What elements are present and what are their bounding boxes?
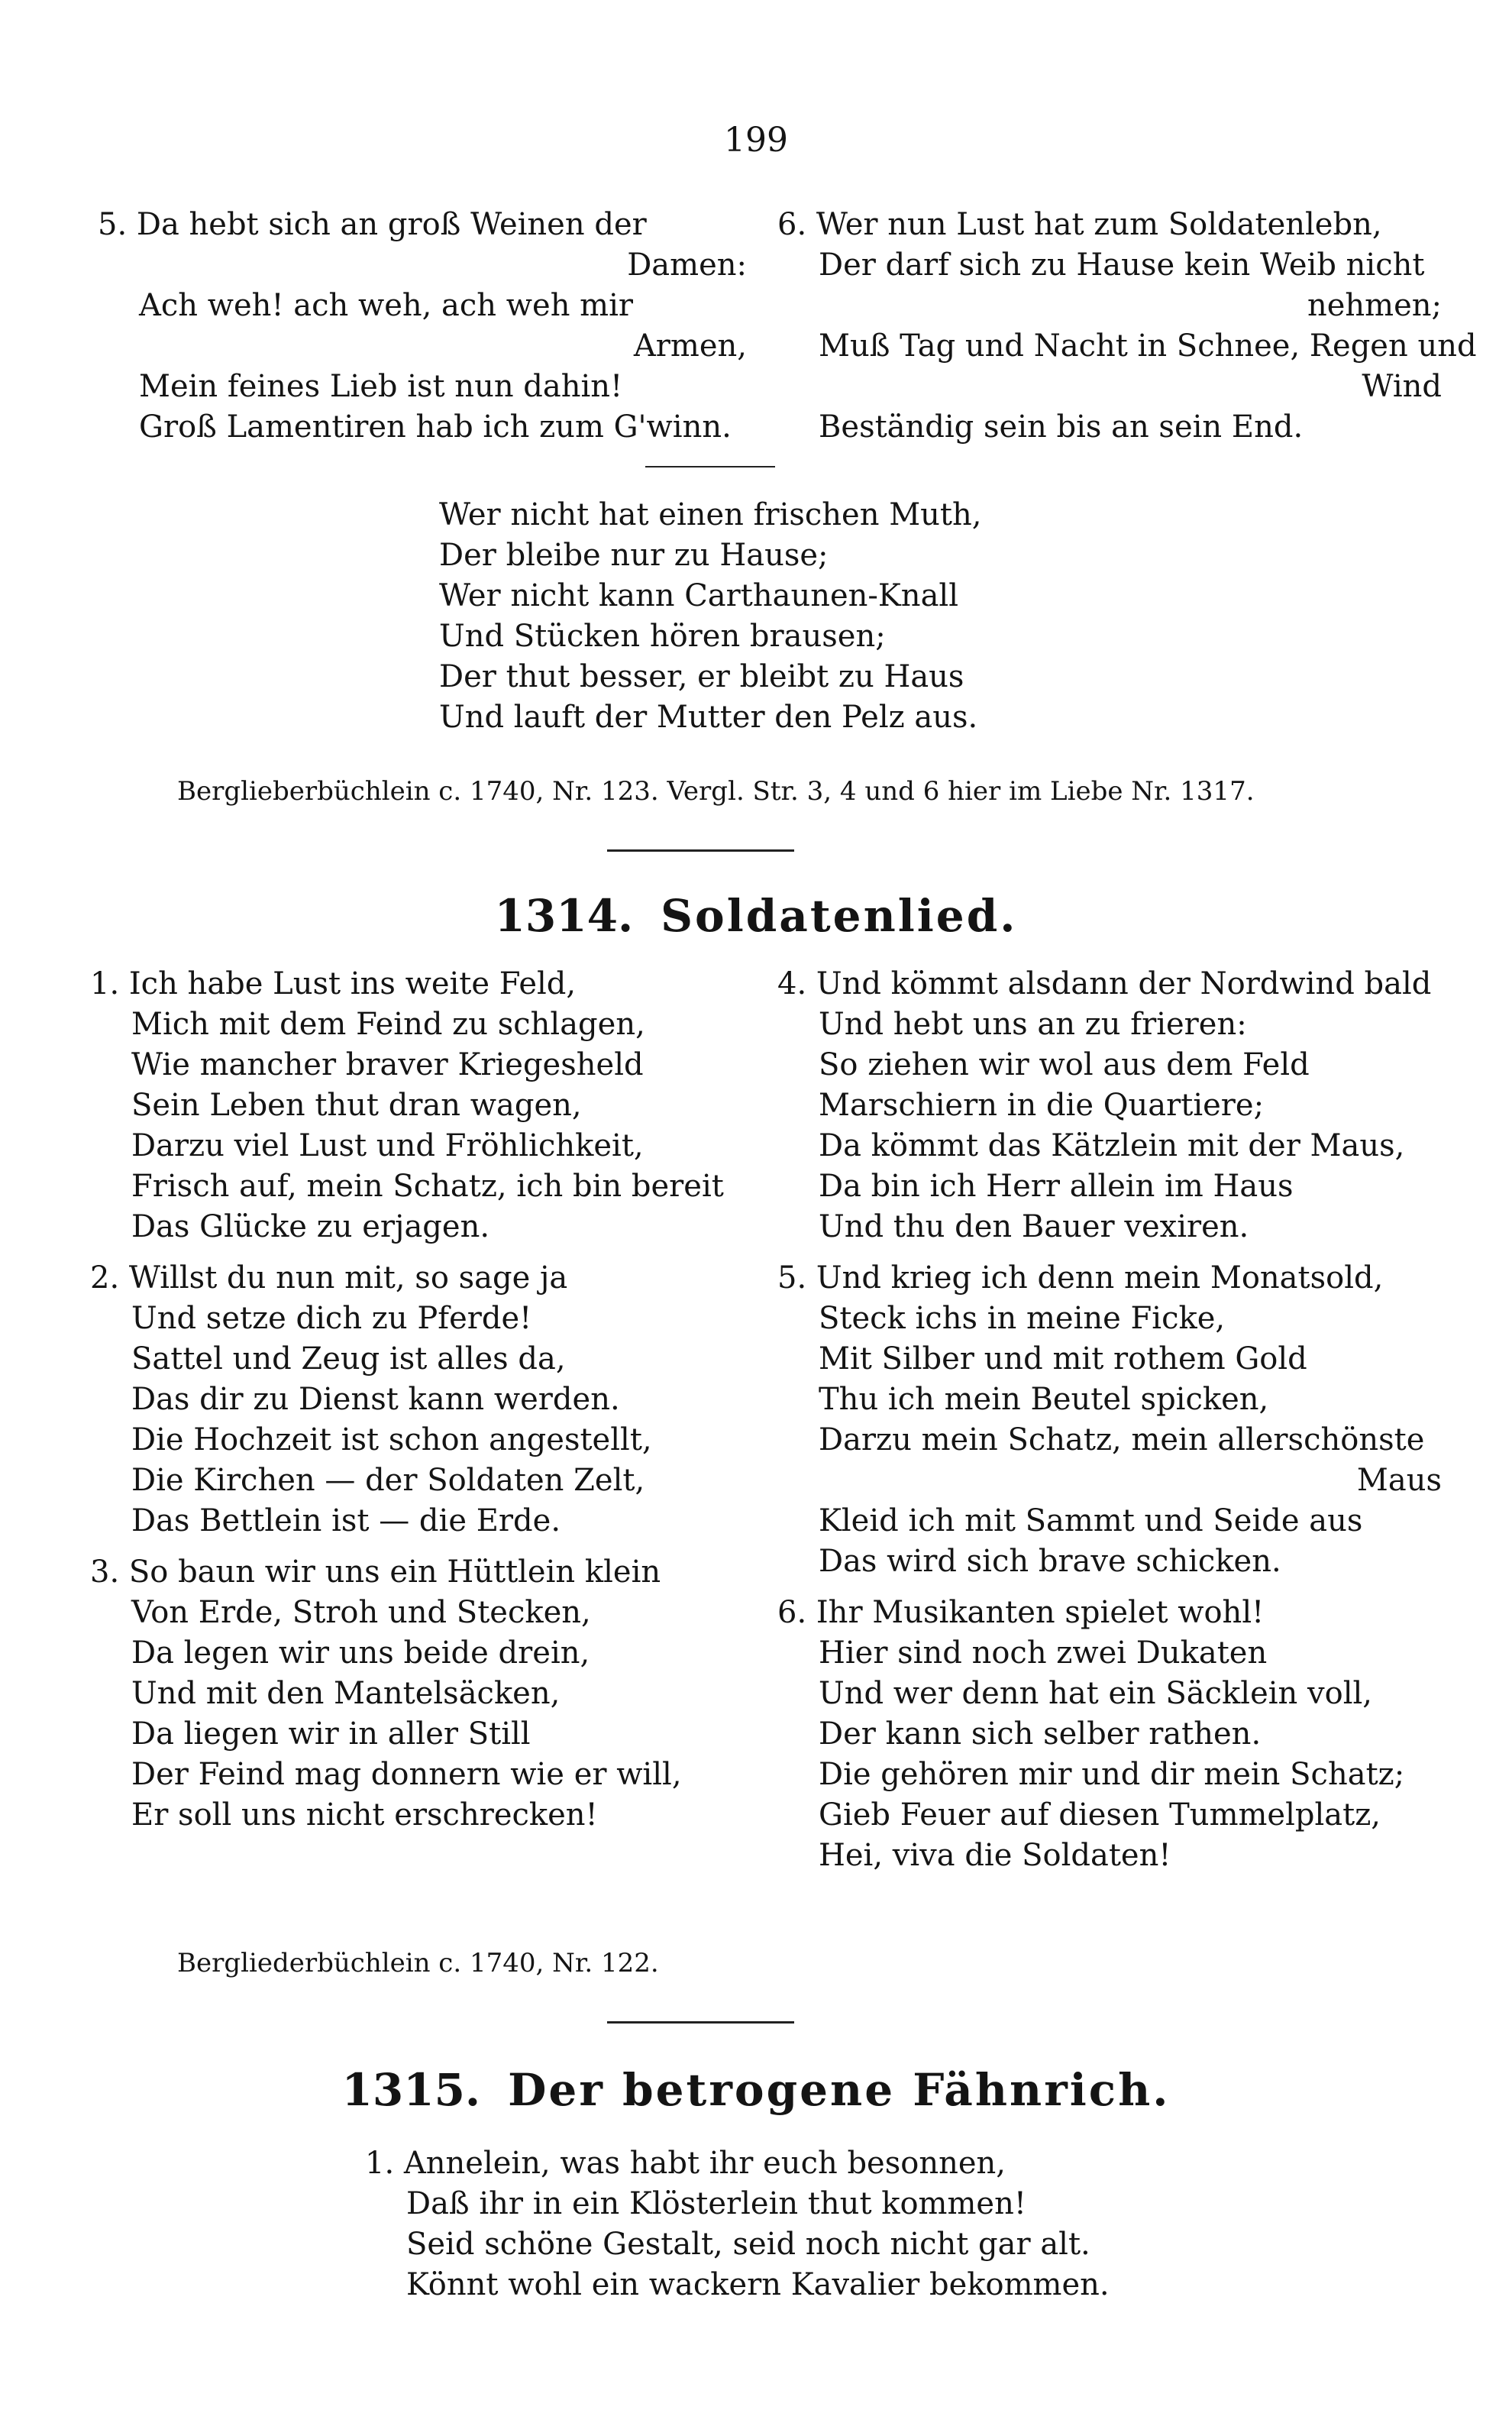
verse-line: Der Feind mag donnern wie er will, (131, 1757, 682, 1792)
verse-line: 2. Willst du nun mit, so sage ja (90, 1260, 568, 1296)
verse-line: Das wird sich brave schicken. (819, 1544, 1281, 1579)
separator-rule (607, 849, 794, 852)
verse-line: Von Erde, Stroh und Stecken, (131, 1595, 591, 1630)
verse-line: Sattel und Zeug ist alles da, (131, 1341, 566, 1377)
verse-line: Steck ichs in meine Ficke, (819, 1301, 1226, 1336)
source-citation: Berglieberbüchlein c. 1740, Nr. 123. Vergl. Str. 3, 4 und 6 hier im Liebe Nr. 1317. (177, 776, 1255, 807)
page-number: 199 (724, 121, 788, 160)
verse-line: Und mit den Mantelsäcken, (131, 1676, 561, 1711)
verse-line: Hier sind noch zwei Dukaten (819, 1635, 1268, 1671)
verse-line: Die Kirchen — der Soldaten Zelt, (131, 1463, 645, 1498)
verse-line: Und hebt uns an zu frieren: (819, 1007, 1247, 1042)
verse-line: Der kann sich selber rathen. (819, 1716, 1262, 1752)
stanza (90, 1258, 762, 1542)
verse-line: Ach weh! ach weh, ach weh mir (139, 288, 634, 323)
song-number: 1314. (494, 890, 634, 942)
verse-line: 5. Und krieg ich denn mein Monatsold, (777, 1260, 1384, 1296)
verse-line: Marschiern in die Quartiere; (819, 1088, 1265, 1123)
verse-line: Das dir zu Dienst kann werden. (131, 1382, 620, 1417)
verse-line: 4. Und kömmt alsdann der Nordwind bald (777, 966, 1432, 1001)
stanza (777, 1258, 1442, 1582)
verse-line: Mich mit dem Feind zu schlagen, (131, 1007, 645, 1042)
verse-line: Maus (1356, 1463, 1442, 1498)
song-number: 1315. (341, 2064, 481, 2116)
song-title-1315 (0, 2064, 1512, 2116)
song1314-right-column (777, 964, 1442, 1887)
verse-line: Armen, (633, 328, 747, 364)
verse-line: 1. Annelein, was habt ihr euch besonnen, (365, 2146, 1006, 2181)
verse-line: Und lauft der Mutter den Pelz aus. (439, 700, 978, 735)
verse-line: Er soll uns nicht erschrecken! (131, 1797, 598, 1833)
verse-line: Die gehören mir und dir mein Schatz; (819, 1757, 1405, 1792)
stanza (90, 964, 762, 1247)
verse-line: Gieb Feuer auf diesen Tummelplatz, (819, 1797, 1381, 1833)
stanza (777, 964, 1442, 1247)
verse-line: Da legen wir uns beide drein, (131, 1635, 590, 1671)
verse-line: So ziehen wir wol aus dem Feld (819, 1047, 1310, 1082)
verse-line: nehmen; (1307, 288, 1442, 323)
verse-line: 6. Ihr Musikanten spielet wohl! (777, 1595, 1265, 1630)
verse-line: 5. Da hebt sich an groß Weinen der (98, 207, 647, 242)
verse-line: Da kömmt das Kätzlein mit der Maus, (819, 1128, 1405, 1163)
verse-line: Der thut besser, er bleibt zu Haus (439, 659, 964, 694)
verse-line: Mein feines Lieb ist nun dahin! (139, 369, 623, 404)
verse-line: Könnt wohl ein wackern Kavalier bekommen. (406, 2267, 1110, 2302)
prev-refrain (439, 495, 1203, 738)
separator-rule (607, 2021, 794, 2024)
verse-line: Damen: (627, 247, 747, 283)
verse-line: 3. So baun wir uns ein Hüttlein klein (90, 1554, 661, 1590)
verse-line: Seid schöne Gestalt, seid noch nicht gar alt. (406, 2227, 1090, 2262)
song-title-text: Soldatenlied. (661, 890, 1018, 942)
verse-line: Hei, viva die Soldaten! (819, 1838, 1171, 1873)
verse-line: Und thu den Bauer vexiren. (819, 1209, 1249, 1244)
verse-line: Sein Leben thut dran wagen, (131, 1088, 582, 1123)
verse-line: Kleid ich mit Sammt und Seide aus (819, 1503, 1363, 1538)
song-title-text: Der betrogene Fähnrich. (508, 2064, 1171, 2116)
verse-line: Darzu mein Schatz, mein allerschönste (819, 1422, 1425, 1457)
verse-line: Beständig sein bis an sein End. (819, 409, 1304, 445)
verse-line: Daß ihr in ein Klösterlein thut kommen! (406, 2186, 1026, 2221)
verse-line: Der bleibe nur zu Hause; (439, 538, 829, 573)
song1315-stanza-1 (365, 2143, 1281, 2305)
verse-line: Und setze dich zu Pferde! (131, 1301, 532, 1336)
verse-line: Und wer denn hat ein Säcklein voll, (819, 1676, 1372, 1711)
verse-line: Mit Silber und mit rothem Gold (819, 1341, 1307, 1377)
separator-rule (645, 466, 775, 467)
verse-line: Da bin ich Herr allein im Haus (819, 1169, 1294, 1204)
stanza (90, 1552, 762, 1836)
verse-line: Und Stücken hören brausen; (439, 619, 886, 654)
song1314-left-column (90, 964, 762, 1846)
verse-line: Wie mancher braver Kriegesheld (131, 1047, 644, 1082)
verse-line: Thu ich mein Beutel spicken, (819, 1382, 1269, 1417)
verse-line: Da liegen wir in aller Still (131, 1716, 531, 1752)
prev-stanza-6 (777, 205, 1477, 448)
source-citation: Bergliederbüchlein c. 1740, Nr. 122. (177, 1948, 659, 1978)
verse-line: Groß Lamentiren hab ich zum G'winn. (139, 409, 732, 445)
verse-line: Wind (1362, 369, 1442, 404)
stanza (777, 1593, 1442, 1876)
verse-line: Muß Tag und Nacht in Schnee, Regen und (819, 328, 1477, 364)
prev-stanza-5 (98, 205, 747, 448)
verse-line: 6. Wer nun Lust hat zum Soldatenlebn, (777, 207, 1382, 242)
verse-line: Die Hochzeit ist schon angestellt, (131, 1422, 652, 1457)
song-title-1314 (0, 890, 1512, 942)
verse-line: Das Glücke zu erjagen. (131, 1209, 490, 1244)
verse-line: Das Bettlein ist — die Erde. (131, 1503, 561, 1538)
verse-line: Darzu viel Lust und Fröhlichkeit, (131, 1128, 644, 1163)
verse-line: Wer nicht kann Carthaunen-Knall (439, 578, 958, 613)
verse-line: Wer nicht hat einen frischen Muth, (439, 497, 982, 532)
verse-line: Der darf sich zu Hause kein Weib nicht (819, 247, 1425, 283)
verse-line: Frisch auf, mein Schatz, ich bin bereit (131, 1169, 724, 1204)
verse-line: 1. Ich habe Lust ins weite Feld, (90, 966, 577, 1001)
